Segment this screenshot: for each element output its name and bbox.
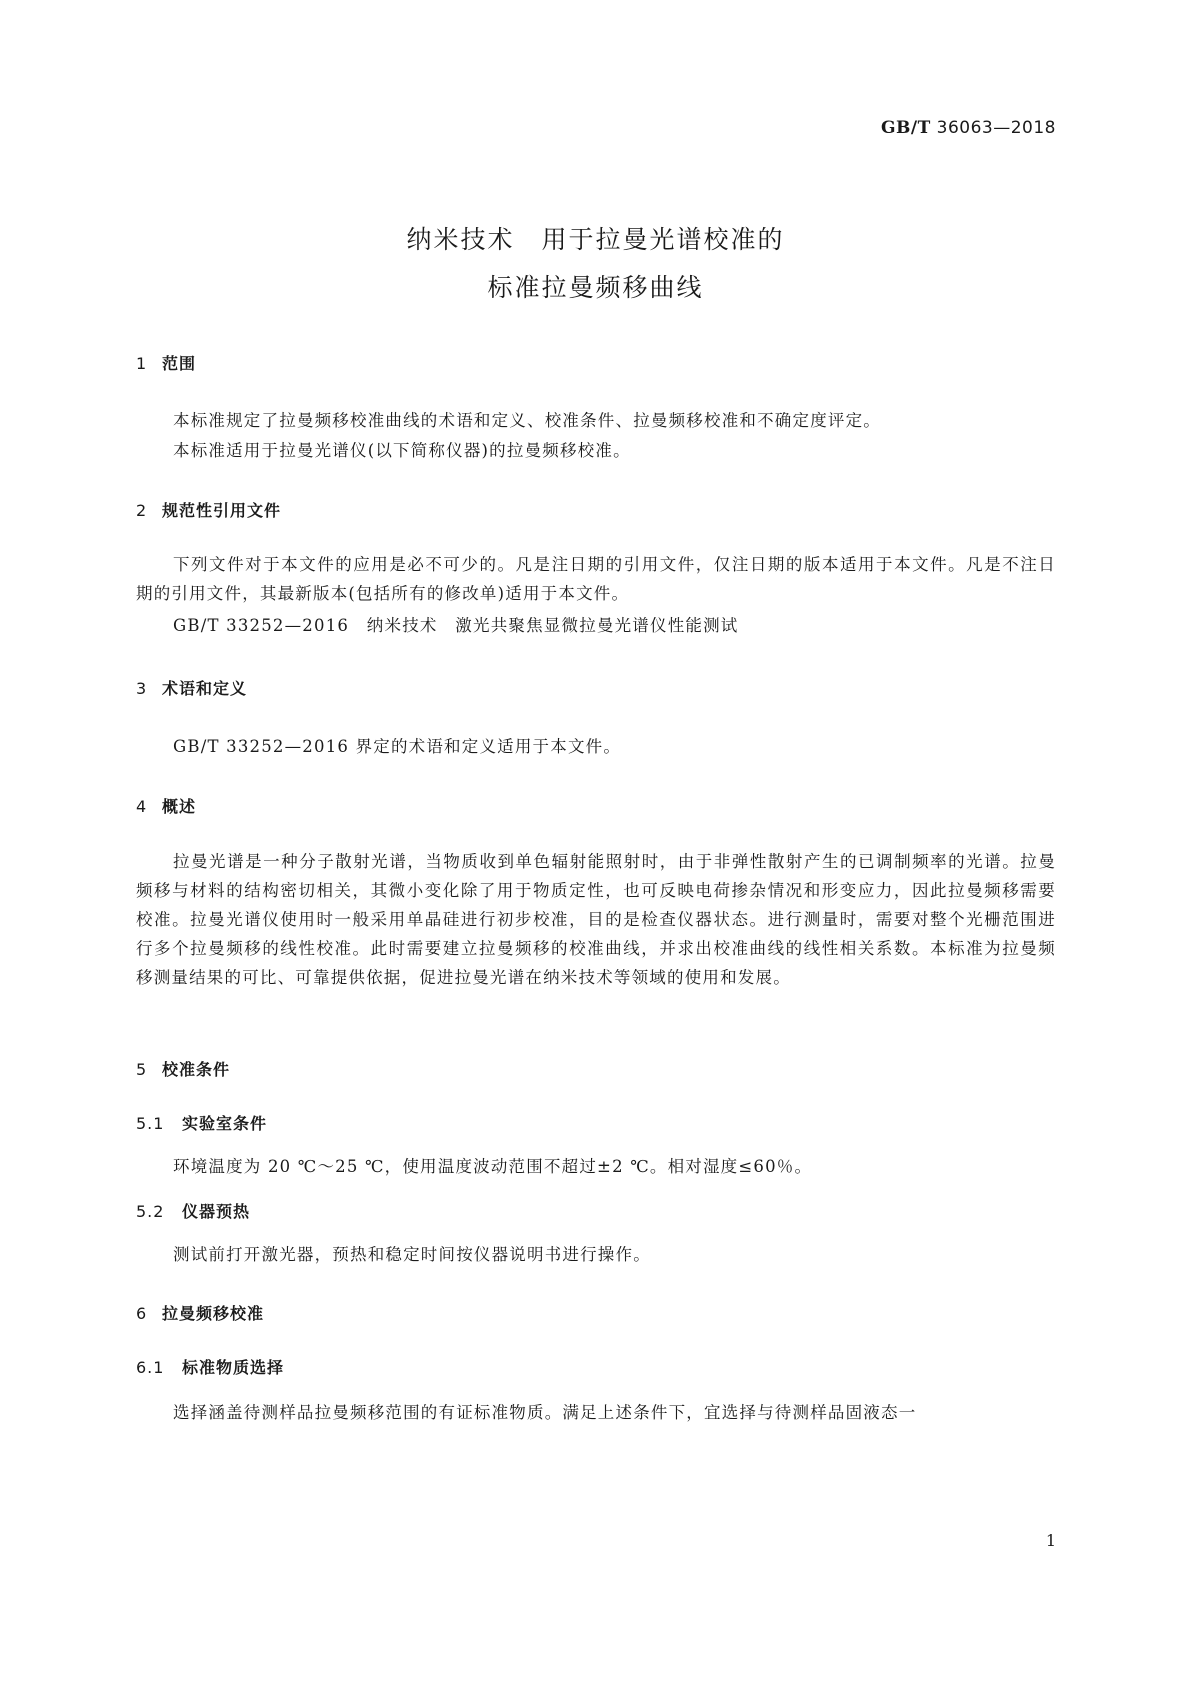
section-heading-3 bbox=[136, 676, 247, 699]
standard-code: 36063—2018 bbox=[936, 118, 1056, 138]
section-number: 4 bbox=[136, 797, 148, 816]
section-number: 5.2 bbox=[136, 1202, 165, 1221]
section-heading-6 bbox=[136, 1301, 264, 1324]
section-heading-1 bbox=[136, 351, 196, 374]
section-title: 校准条件 bbox=[162, 1060, 231, 1079]
page-number: 1 bbox=[1045, 1531, 1056, 1550]
section-heading-6-1 bbox=[136, 1355, 284, 1378]
document-title-line-2: 标准拉曼频移曲线 bbox=[487, 273, 704, 302]
section-title: 范围 bbox=[162, 354, 197, 373]
document-title-line-1: 纳米技术 用于拉曼光谱校准的 bbox=[406, 225, 785, 254]
section-title: 概述 bbox=[162, 797, 197, 816]
section-number: 6.1 bbox=[136, 1358, 165, 1377]
section-title: 拉曼频移校准 bbox=[162, 1304, 265, 1323]
section-number: 6 bbox=[136, 1304, 148, 1323]
section-heading-2 bbox=[136, 498, 281, 521]
paragraph: 测试前打开激光器，预热和稳定时间按仪器说明书进行操作。 bbox=[173, 1245, 651, 1264]
section-title: 规范性引用文件 bbox=[162, 501, 282, 520]
paragraph: 本标准适用于拉曼光谱仪(以下简称仪器)的拉曼频移校准。 bbox=[173, 441, 631, 460]
standard-number bbox=[881, 118, 1056, 138]
paragraph: 下列文件对于本文件的应用是必不可少的。凡是注日期的引用文件，仅注日期的版本适用于本文件。凡是不注日期的引用文件，其最新版本(包括所有的修改单)适用于本文件。 bbox=[136, 555, 1056, 603]
section-title: 标准物质选择 bbox=[182, 1358, 285, 1377]
section-heading-5 bbox=[136, 1057, 230, 1080]
section-title: 仪器预热 bbox=[182, 1202, 251, 1221]
section-title: 术语和定义 bbox=[162, 679, 248, 698]
section-number: 1 bbox=[136, 354, 148, 373]
paragraph: 环境温度为 20 ℃～25 ℃，使用温度波动范围不超过±2 ℃。相对湿度≤60％。 bbox=[173, 1157, 813, 1176]
paragraph: 本标准规定了拉曼频移校准曲线的术语和定义、校准条件、拉曼频移校准和不确定度评定。 bbox=[173, 411, 881, 430]
section-heading-5-2 bbox=[136, 1199, 250, 1222]
normative-reference: GB/T 33252—2016 纳米技术 激光共聚焦显微拉曼光谱仪性能测试 bbox=[173, 616, 739, 635]
section-number: 5 bbox=[136, 1060, 148, 1079]
paragraph: GB/T 33252—2016 界定的术语和定义适用于本文件。 bbox=[173, 737, 622, 756]
standard-prefix: GB/T bbox=[881, 118, 931, 138]
section-number: 5.1 bbox=[136, 1114, 165, 1133]
section-heading-5-1 bbox=[136, 1111, 267, 1134]
section-number: 2 bbox=[136, 501, 148, 520]
paragraph: 选择涵盖待测样品拉曼频移范围的有证标准物质。满足上述条件下，宜选择与待测样品固液态一 bbox=[173, 1403, 917, 1422]
section-heading-4 bbox=[136, 794, 196, 817]
paragraph: 拉曼光谱是一种分子散射光谱，当物质收到单色辐射能照射时，由于非弹性散射产生的已调制频率的光谱。拉曼频移与材料的结构密切相关，其微小变化除了用于物质定性，也可反映电荷掺杂情况和形变应力，因此拉曼频移需要校准。拉曼光谱仪使用时一般采用单晶硅进行初步校准，目的是检查仪器状态。进行测量时，需要对整个光栅范围进行多个拉曼频移的线性校准。此时需要建立拉曼频移的校准曲线，并求出校准曲线的线性相关系数。本标准为拉曼频移测量结果的可比、可靠提供依据，促进拉曼光谱在纳米技术等领域的使用和发展。 bbox=[136, 852, 1056, 987]
section-title: 实验室条件 bbox=[182, 1114, 268, 1133]
section-number: 3 bbox=[136, 679, 148, 698]
